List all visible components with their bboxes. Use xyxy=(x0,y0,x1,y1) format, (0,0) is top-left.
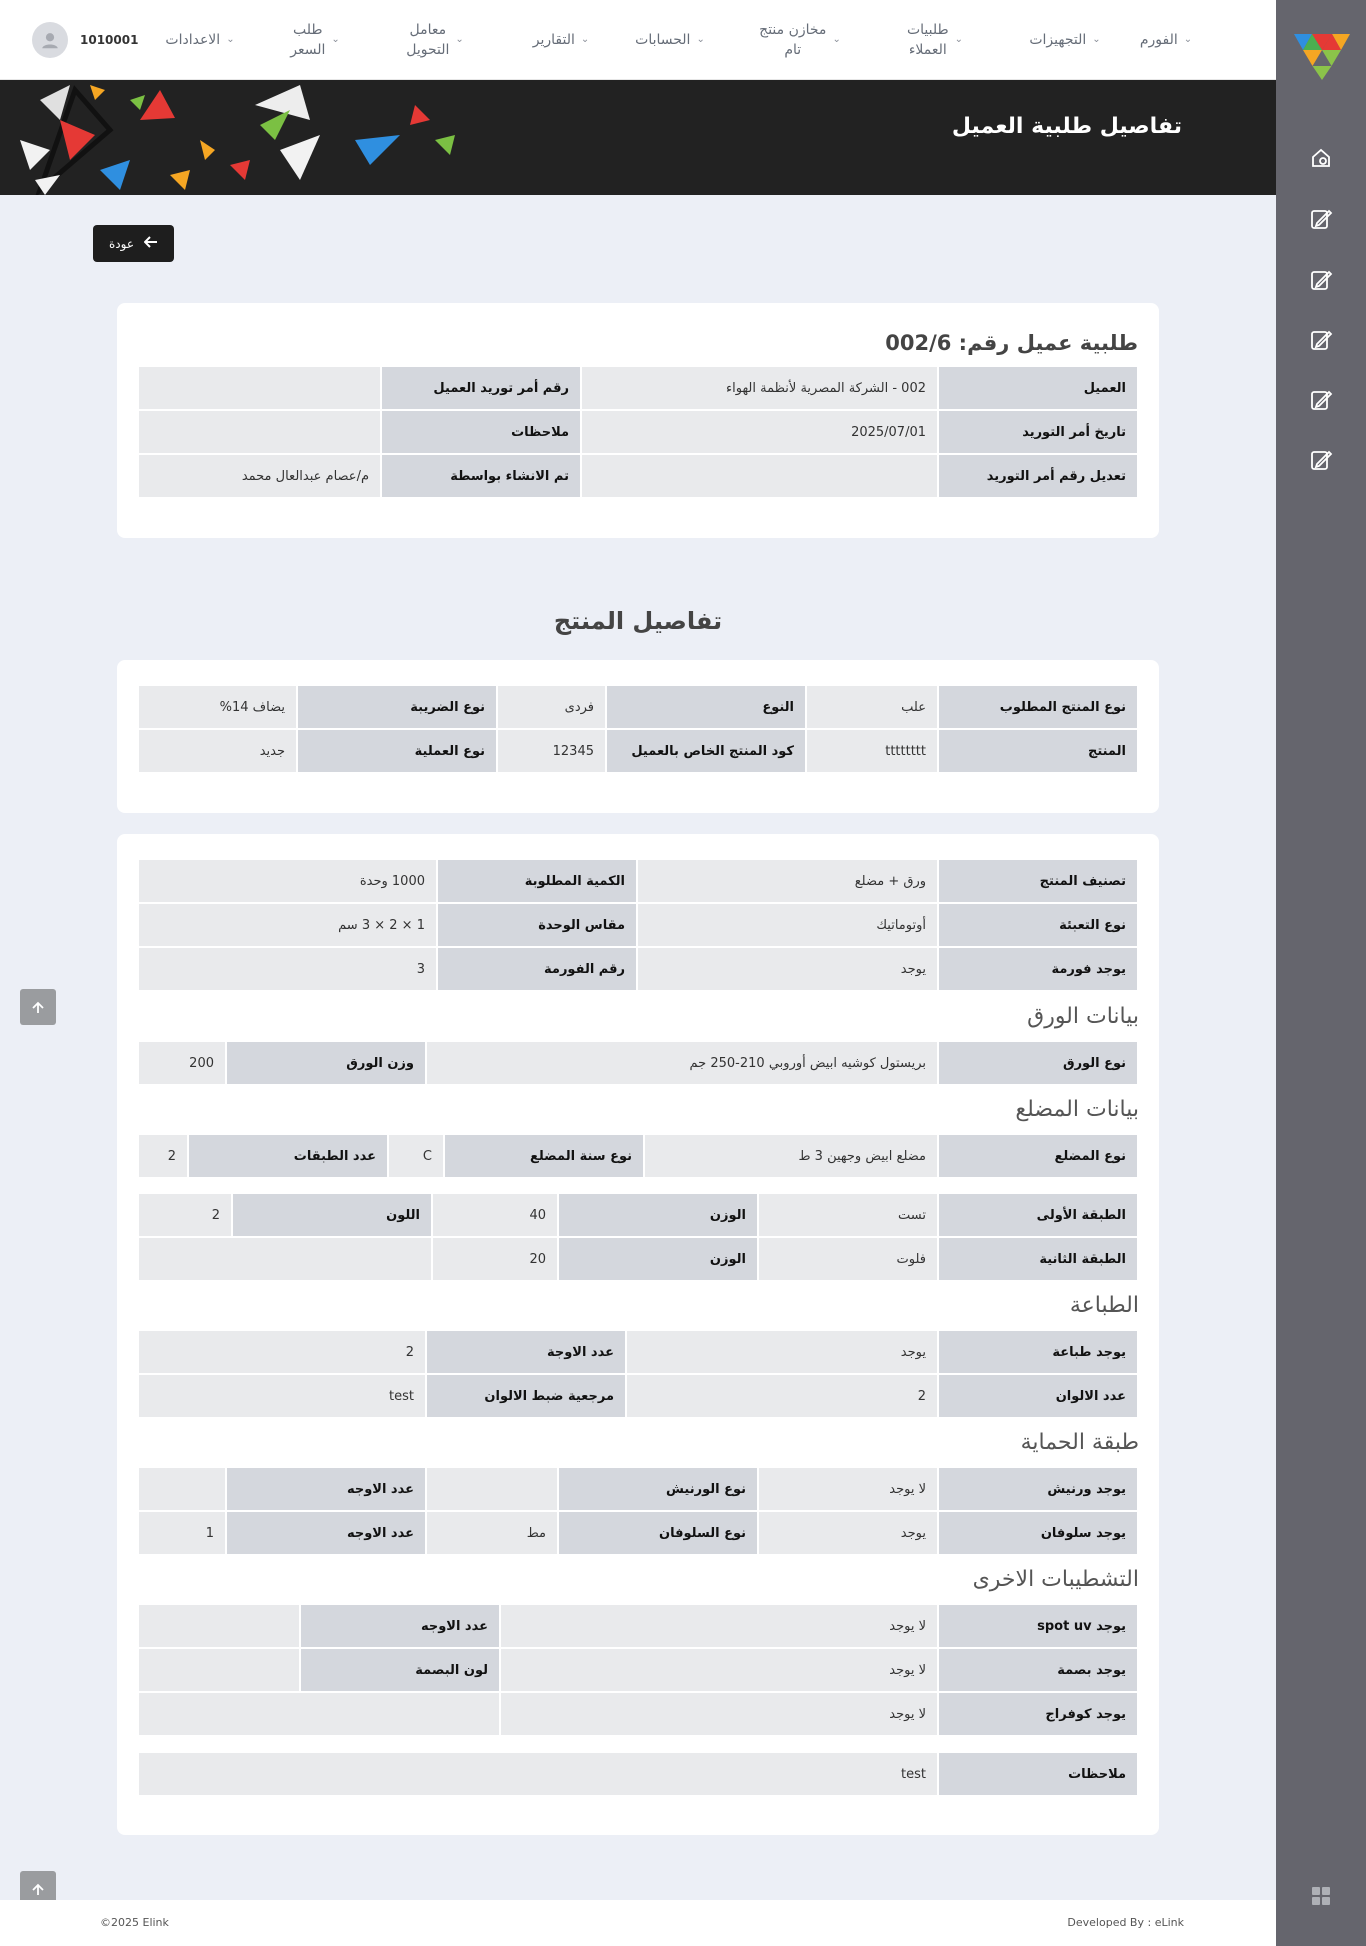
nav-item-reports[interactable] xyxy=(516,0,606,80)
table-row xyxy=(139,860,1137,902)
nav-item-accounts[interactable] xyxy=(620,0,720,80)
grid-icon[interactable] xyxy=(1307,1882,1335,1910)
table-row xyxy=(139,1753,1137,1795)
table-header-cell: مقاس الوحدة xyxy=(438,904,636,946)
table-header-cell: نوع الضريبة xyxy=(298,686,496,728)
table-value-cell xyxy=(139,1605,299,1647)
order-card xyxy=(117,303,1159,538)
table-value-cell xyxy=(139,1238,431,1280)
table-value-cell: 1 xyxy=(139,1512,225,1554)
table-value-cell: يوجد xyxy=(627,1331,937,1373)
table-value-cell: مضلع ابيض وجهين 3 ط xyxy=(645,1135,937,1177)
table-value-cell: 3 xyxy=(139,948,436,990)
nav-label: طلبيات العملاء xyxy=(906,22,949,58)
table-header-cell: نوع المضلع xyxy=(939,1135,1137,1177)
table-row xyxy=(139,411,1137,453)
arrow-left-icon xyxy=(144,236,158,251)
table-value-cell: لا يوجد xyxy=(501,1605,937,1647)
nav-label: الفورم xyxy=(1139,32,1178,48)
edit-form-icon[interactable] xyxy=(1307,326,1335,354)
nav-label: الحسابات xyxy=(635,32,691,48)
table-value-cell: 40 xyxy=(433,1194,557,1236)
edit-form-icon[interactable] xyxy=(1307,446,1335,474)
table-row xyxy=(139,1042,1137,1084)
top-navigation xyxy=(0,0,1276,80)
chevron-down-icon: ⌄ xyxy=(1183,34,1193,45)
table-header-cell: عدد الاوجه xyxy=(227,1468,425,1510)
protection-section-title: طبقة الحماية xyxy=(1020,1430,1139,1455)
edit-form-icon[interactable] xyxy=(1307,266,1335,294)
table-header-cell: عدد الاوجه xyxy=(227,1512,425,1554)
nav-item-setup[interactable] xyxy=(1012,0,1118,80)
nav-item-finished-stores[interactable] xyxy=(740,0,860,80)
spec-card xyxy=(117,834,1159,1835)
table-header-cell: المنتج xyxy=(939,730,1137,772)
product-card xyxy=(117,660,1159,813)
table-row xyxy=(139,1238,1137,1280)
table-header-cell: نوع سنة المضلع xyxy=(445,1135,643,1177)
table-value-cell: لا يوجد xyxy=(501,1693,937,1735)
table-header-cell: ملاحظات xyxy=(939,1753,1137,1795)
table-value-cell: test xyxy=(139,1375,425,1417)
table-header-cell: الطبقة الأولى xyxy=(939,1194,1137,1236)
table-header-cell: رقم أمر توريد العميل xyxy=(382,367,580,409)
chevron-down-icon: ⌄ xyxy=(832,34,841,45)
chevron-down-icon: ⌄ xyxy=(1092,34,1101,45)
table-value-cell: 1 × 2 × 3 سم xyxy=(139,904,436,946)
table-header-cell: نوع الورق xyxy=(939,1042,1137,1084)
table-value-cell: يضاف 14% xyxy=(139,686,296,728)
page-banner xyxy=(0,80,1276,195)
table-value-cell: 20 xyxy=(433,1238,557,1280)
nav-label: التجهيزات xyxy=(1029,32,1087,48)
table-header-cell: عدد الطبقات xyxy=(189,1135,387,1177)
table-header-cell: الكمية المطلوبة xyxy=(438,860,636,902)
arrow-up-icon xyxy=(30,999,46,1015)
table-value-cell: 002 - الشركة المصرية لأنظمة الهواء xyxy=(582,367,937,409)
table-value-cell: 200 xyxy=(139,1042,225,1084)
table-header-cell: تاريخ أمر التوريد xyxy=(939,411,1137,453)
nav-label: معامل التحويل xyxy=(406,22,450,58)
edit-form-icon[interactable] xyxy=(1307,205,1335,233)
table-value-cell: مط xyxy=(427,1512,557,1554)
table-value-cell: علب xyxy=(807,686,937,728)
table-header-cell: نوع السلوفان xyxy=(559,1512,757,1554)
table-value-cell: بريستول كوشيه ابيض أوروبي 210-250 جم xyxy=(427,1042,937,1084)
table-header-cell: نوع التعبئة xyxy=(939,904,1137,946)
table-row xyxy=(139,948,1137,990)
table-header-cell: العميل xyxy=(939,367,1137,409)
table-value-cell: لا يوجد xyxy=(759,1468,937,1510)
table-row xyxy=(139,1375,1137,1417)
nav-label: التقارير xyxy=(532,32,575,48)
table-header-cell: الطبقة الثانية xyxy=(939,1238,1137,1280)
table-row xyxy=(139,1194,1137,1236)
table-row xyxy=(139,1512,1137,1554)
page-title: تفاصيل طلبية العميل xyxy=(951,114,1182,139)
table-value-cell: جديد xyxy=(139,730,296,772)
table-value-cell: 12345 xyxy=(498,730,605,772)
table-value-cell: فلوت xyxy=(759,1238,937,1280)
table-value-cell: لا يوجد xyxy=(501,1649,937,1691)
finishing-section-title: التشطيبات الاخرى xyxy=(972,1567,1139,1592)
nav-item-conversion-factors[interactable] xyxy=(380,0,490,80)
footer xyxy=(0,1900,1276,1946)
table-row xyxy=(139,1135,1137,1177)
copyright: ©2025 Elink xyxy=(100,1916,169,1929)
nav-item-forms[interactable] xyxy=(1120,0,1212,80)
user-menu[interactable] xyxy=(32,22,138,58)
table-header-cell: عدد الاوجه xyxy=(301,1605,499,1647)
sidebar xyxy=(1276,0,1366,1946)
table-header-cell: تم الانشاء بواسطة xyxy=(382,455,580,497)
table-value-cell xyxy=(139,1468,225,1510)
table-header-cell: عدد الالوان xyxy=(939,1375,1137,1417)
banner-decoration xyxy=(0,80,470,195)
table-row xyxy=(139,455,1137,497)
table-value-cell xyxy=(139,367,380,409)
table-value-cell: C xyxy=(389,1135,443,1177)
paper-section-title: بيانات الورق xyxy=(1027,1004,1139,1029)
table-header-cell: يوجد طباعة xyxy=(939,1331,1137,1373)
table-value-cell xyxy=(139,411,380,453)
table-value-cell xyxy=(139,1693,499,1735)
table-value-cell: test xyxy=(139,1753,937,1795)
table-value-cell: يوجد xyxy=(638,948,937,990)
product-details-title: تفاصيل المنتج xyxy=(553,607,723,635)
table-header-cell: نوع العملية xyxy=(298,730,496,772)
nav-item-price-request[interactable] xyxy=(265,0,365,80)
developer-credit: Developed By : eLink xyxy=(1067,1916,1184,1929)
chevron-down-icon: ⌄ xyxy=(331,34,340,45)
table-value-cell: أوتوماتيك xyxy=(638,904,937,946)
table-row xyxy=(139,686,1137,728)
table-header-cell: يوجد spot uv xyxy=(939,1605,1137,1647)
table-value-cell: 2 xyxy=(139,1135,187,1177)
nav-label: طلب السعر xyxy=(290,22,326,58)
table-value-cell: 2 xyxy=(139,1331,425,1373)
table-header-cell: يوجد كوفراج xyxy=(939,1693,1137,1735)
table-row xyxy=(139,904,1137,946)
table-value-cell: 1000 وحدة xyxy=(139,860,436,902)
chevron-down-icon: ⌄ xyxy=(226,34,235,45)
table-header-cell: تعديل رقم أمر التوريد xyxy=(939,455,1137,497)
table-header-cell: النوع xyxy=(607,686,805,728)
table-row xyxy=(139,730,1137,772)
table-value-cell: tttttttt xyxy=(807,730,937,772)
table-row xyxy=(139,367,1137,409)
table-header-cell: رقم الفورمة xyxy=(438,948,636,990)
chevron-down-icon: ⌄ xyxy=(954,34,964,45)
nav-item-customer-orders[interactable] xyxy=(880,0,990,80)
nav-label: مخازن منتج تام xyxy=(759,22,827,58)
table-header-cell: ملاحظات xyxy=(382,411,580,453)
order-title: طلبية عميل رقم: 002/6 xyxy=(885,331,1138,355)
table-header-cell: يوجد بصمة xyxy=(939,1649,1137,1691)
table-header-cell: يوجد فورمة xyxy=(939,948,1137,990)
table-row xyxy=(139,1331,1137,1373)
table-value-cell: 2 xyxy=(139,1194,231,1236)
table-header-cell: الوزن xyxy=(559,1238,757,1280)
table-value-cell xyxy=(139,1649,299,1691)
table-value-cell: يوجد xyxy=(759,1512,937,1554)
table-header-cell: تصنيف المنتج xyxy=(939,860,1137,902)
arrow-up-icon xyxy=(30,1881,46,1897)
table-header-cell: عدد الاوجة xyxy=(427,1331,625,1373)
table-header-cell: يوجد سلوفان xyxy=(939,1512,1137,1554)
table-row xyxy=(139,1605,1137,1647)
table-value-cell: فردى xyxy=(498,686,605,728)
table-value-cell: ورق + مضلع xyxy=(638,860,937,902)
table-header-cell: مرجعية ضبط الالوان xyxy=(427,1375,625,1417)
chevron-down-icon: ⌄ xyxy=(696,34,705,45)
table-value-cell: 2025/07/01 xyxy=(582,411,937,453)
table-row xyxy=(139,1693,1137,1735)
table-value-cell: م/عصام عبدالعال محمد xyxy=(139,455,380,497)
table-value-cell xyxy=(582,455,937,497)
home-icon[interactable] xyxy=(1307,144,1335,172)
chevron-down-icon: ⌄ xyxy=(455,34,464,45)
table-row xyxy=(139,1468,1137,1510)
table-value-cell: 2 xyxy=(627,1375,937,1417)
table-value-cell xyxy=(427,1468,557,1510)
table-header-cell: نوع الورنيش xyxy=(559,1468,757,1510)
table-header-cell: لون البصمة xyxy=(301,1649,499,1691)
nav-item-settings[interactable] xyxy=(150,0,250,80)
edit-form-icon[interactable] xyxy=(1307,386,1335,414)
avatar[interactable] xyxy=(32,22,68,58)
logo[interactable] xyxy=(1294,32,1350,80)
table-value-cell: تست xyxy=(759,1194,937,1236)
table-header-cell: اللون xyxy=(233,1194,431,1236)
nav-label: الاعدادات xyxy=(165,32,221,48)
back-label: عودة xyxy=(109,236,134,251)
back-button[interactable] xyxy=(93,225,174,262)
table-row xyxy=(139,1649,1137,1691)
table-header-cell: يوجد ورنيش xyxy=(939,1468,1137,1510)
scroll-top-button[interactable] xyxy=(20,989,56,1025)
table-header-cell: نوع المنتج المطلوب xyxy=(939,686,1137,728)
table-header-cell: وزن الورق xyxy=(227,1042,425,1084)
printing-section-title: الطباعة xyxy=(1069,1293,1139,1318)
table-header-cell: كود المنتج الخاص بالعميل xyxy=(607,730,805,772)
table-header-cell: الوزن xyxy=(559,1194,757,1236)
chevron-down-icon: ⌄ xyxy=(580,34,590,45)
user-id: 1010001 xyxy=(80,33,139,47)
corrugated-section-title: بيانات المضلع xyxy=(1015,1097,1139,1122)
